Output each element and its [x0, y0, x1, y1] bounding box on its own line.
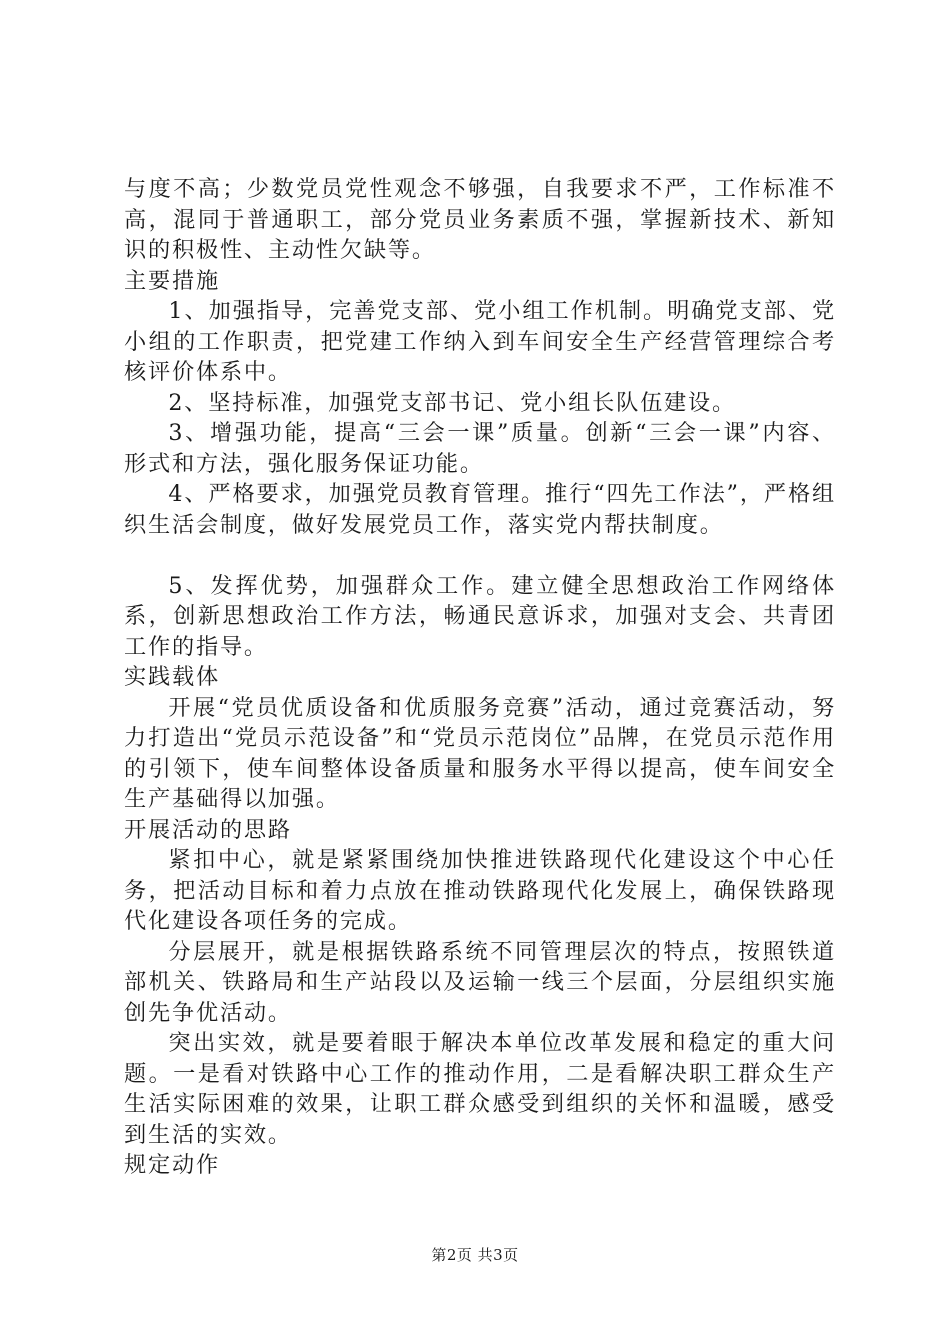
document-body: [124, 174, 836, 1181]
paragraph-continuation: 与度不高；少数党员党性观念不够强，自我要求不严，工作标准不高，混同于普通职工，部分党员业务素质不强，掌握新技术、新知识的积极性、主动性欠缺等。: [124, 176, 836, 263]
measure-item-4: 4、严格要求，加强党员教育管理。推行“四先工作法”，严格组织生活会制度，做好发展党员工作，落实党内帮扶制度。: [124, 481, 836, 538]
measure-item-3: 3、增强功能，提高“三会一课”质量。创新“三会一课”内容、形式和方法，强化服务保证功能。: [124, 420, 836, 477]
section-heading-required-actions: 规定动作: [124, 1152, 220, 1178]
paragraph-spacer: [124, 540, 836, 571]
section-heading-activity-approach: 开展活动的思路: [124, 816, 292, 843]
page-number-footer: 第2页 共3页: [431, 1246, 519, 1264]
approach-paragraph-focus: 紧扣中心，就是紧紧围绕加快推进铁路现代化建设这个中心任务，把活动目标和着力点放在推动铁路现代化发展上，确保铁路现代化建设各项任务的完成。: [124, 847, 836, 934]
measure-item-2: 2、坚持标准，加强党支部书记、党小组长队伍建设。: [168, 389, 737, 416]
section-heading-practice-carrier: 实践载体: [124, 664, 220, 690]
practice-paragraph: 开展“党员优质设备和优质服务竞赛”活动，通过竞赛活动，努力打造出“党员示范设备”和“党员示范岗位”品牌，在党员示范作用的引领下，使车间整体设备质量和服务水平得以提高，使车间安全生产基础得以加强。: [124, 694, 836, 812]
measure-item-5: 5、发挥优势，加强群众工作。建立健全思想政治工作网络体系，创新思想政治工作方法，畅通民意诉求，加强对支会、共青团工作的指导。: [124, 572, 836, 660]
measure-item-1: 1、加强指导，完善党支部、党小组工作机制。明确党支部、党小组的工作职责，把党建工作纳入到车间安全生产经营管理综合考核评价体系中。: [124, 298, 836, 385]
approach-paragraph-layered: 分层展开，就是根据铁路系统不同管理层次的特点，按照铁道部机关、铁路局和生产站段以及运输一线三个层面，分层组织实施创先争优活动。: [124, 938, 836, 1026]
section-heading-main-measures: 主要措施: [124, 267, 220, 294]
approach-paragraph-results: 突出实效，就是要着眼于解决本单位改革发展和稳定的重大问题。一是看对铁路中心工作的推动作用，二是看解决职工群众生产生活实际困难的效果，让职工群众感受到组织的关怀和温暖，感受到生活的实效。: [124, 1030, 836, 1148]
